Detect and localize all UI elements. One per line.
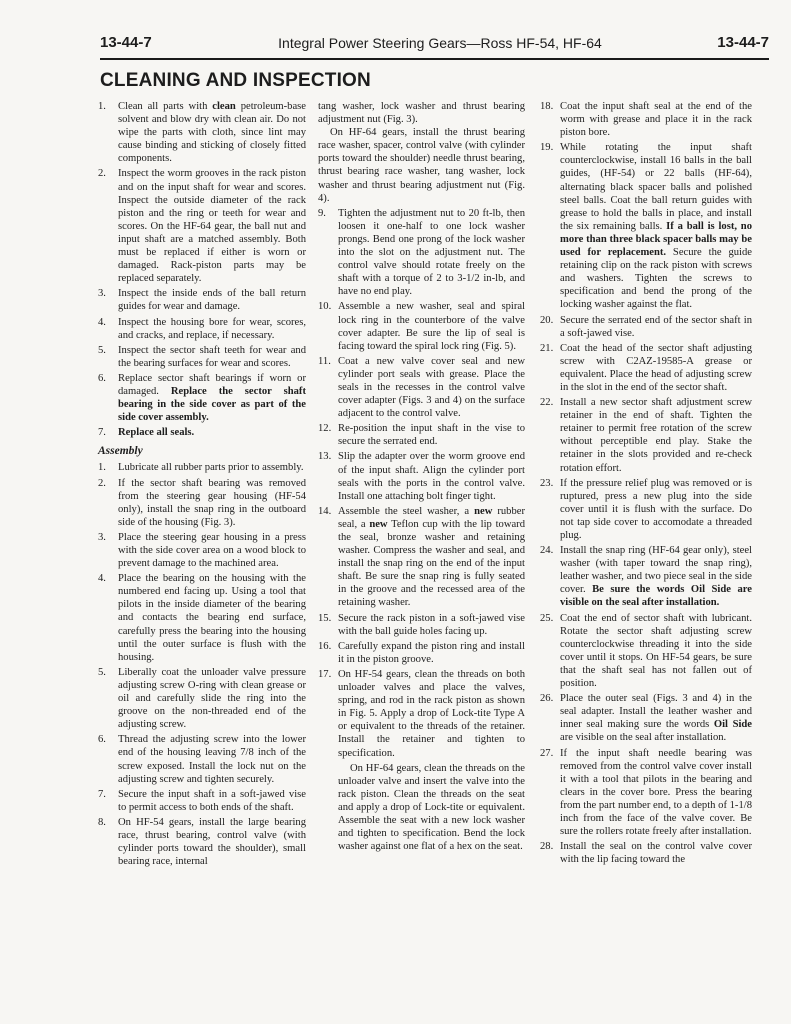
- list-item: [540, 314, 752, 340]
- step-number: 22.: [540, 397, 554, 409]
- list-item: [318, 355, 525, 420]
- step-text: rubber seal, a: [338, 505, 525, 530]
- list-item: [540, 544, 752, 609]
- page-number-right: 13-44-7: [717, 34, 769, 51]
- step-text: Coat the end of sector shaft with lubricant. Rotate the sector shaft adjusting screw counterclockwise threading it into the side cover until it stops. On HF-54 gears, be sure that the shaft seal has not fallen out of position.: [560, 612, 752, 690]
- step-number: 11.: [318, 355, 331, 367]
- step-number: 21.: [540, 342, 554, 354]
- step-number: 10.: [318, 301, 332, 313]
- assembly-steps-list: [98, 461, 306, 868]
- assembly-steps-list-cont-2: [540, 100, 752, 866]
- list-item: [318, 450, 525, 502]
- step-text: Clean all parts with: [118, 101, 213, 112]
- step-number: 8.: [98, 816, 106, 828]
- list-item: [98, 316, 306, 342]
- step-number: 20.: [540, 314, 554, 326]
- assembly-heading: Assembly: [98, 445, 143, 458]
- step-text: Secure the rack piston in a soft-jawed vise with the ball guide holes facing up.: [338, 612, 525, 637]
- step-text: Install the snap ring (HF-64 gear only), steel washer (with taper toward the snap ring), leather washer, and two piece seal in the side cover.: [560, 545, 752, 596]
- running-title: Integral Power Steering Gears—Ross HF-54, HF-64: [278, 35, 602, 51]
- step-number: 5.: [98, 344, 106, 356]
- step-text: If the sector shaft bearing was removed from the steering gear housing (HF-54 only), install the snap ring in the outboard side of the housing (Fig. 3).: [118, 477, 306, 528]
- step-number: 9.: [318, 207, 326, 219]
- step-text: Tighten the adjustment nut to 20 ft-lb, then loosen it one-half to one lock washer prongs. Bend one prong of the lock washer into the slot on the adjustment nut. The control valve should rotate freely on the shaft with a torque of 2 to 3-1/2 in-lb, and have no end play.: [338, 207, 525, 298]
- list-item: [318, 207, 525, 299]
- step-text-bold: Replace all seals.: [118, 427, 195, 439]
- step-number: 4.: [98, 316, 106, 328]
- step-text: If the input shaft needle bearing was removed from the control valve cover install it with a tool that pilots in the bearing and clears in the cover bore. Press the bearing from the part number end, to a depth of 1-1/8 inch from the face of the valve cover. Be sure the rollers rotate freely after installation.: [560, 747, 752, 838]
- step-number: 2.: [98, 168, 106, 180]
- step-number: 3.: [98, 288, 106, 300]
- column-1: [98, 100, 306, 870]
- step-text: Thread the adjusting screw into the lower end of the housing leaving 7/8 inch of the screw exposed. Install the lock nut on the adjusting screw and tighten securely.: [118, 734, 306, 785]
- step-number: 23.: [540, 477, 554, 489]
- list-item: [98, 733, 306, 785]
- list-item: [540, 747, 752, 839]
- list-item: [98, 788, 306, 814]
- assembly-steps-list-cont: [318, 207, 525, 760]
- step-number: 3.: [98, 531, 106, 543]
- step-17-hf64-paragraph: On HF-64 gears, clean the threads on the unloader valve and insert the valve into the rack piston. Clean the threads on the seat and apply a drop of Lock-tite or equivalent. Assemble the seat with a new lock washer and tighten to specification. Bend the lock washer against one flat of a hex on the seat.: [338, 762, 525, 853]
- step-text: Liberally coat the unloader valve pressure adjusting screw O-ring with clean grease or oil and carefully slide the ring into the groove on the non-threaded end of the adjusting screw.: [118, 666, 306, 731]
- step-number: 24.: [540, 545, 554, 557]
- step-text: Inspect the sector shaft teeth for wear and the bearing surfaces for wear and scores.: [118, 344, 306, 369]
- step-number: 25.: [540, 612, 554, 624]
- cleaning-steps-list: [98, 100, 306, 439]
- step-text: Assemble a new washer, seal and spiral lock ring in the counterbore of the valve cover adapter. Be sure the lip of seal is facing toward the spiral lock ring (Fig. 5).: [338, 301, 525, 352]
- step-text-bold: new: [474, 505, 493, 517]
- step-text: Inspect the housing bore for wear, scores, and cracks, and replace, if necessary.: [118, 316, 306, 341]
- step-text: Lubricate all rubber parts prior to assembly.: [118, 462, 304, 474]
- step-text-bold: If a ball is lost, no more than three black spacer balls may be used for replacement.: [560, 220, 752, 259]
- step-number: 13.: [318, 451, 332, 463]
- step-number: 16.: [318, 640, 332, 652]
- step-text: Install a new sector shaft adjustment screw retainer in the end of shaft. Tighten the retainer to permit free rotation of the screw without perceptible end play. Stake the retainer in the slots provided and re-check rotation effort.: [560, 397, 752, 474]
- step-text: Place the outer seal (Figs. 3 and 4) in the seal adapter. Install the leather washer and inner seal making sure the words: [560, 693, 752, 731]
- list-item: [98, 666, 306, 731]
- step-number: 1.: [98, 101, 106, 112]
- step-8-hf64-paragraph: On HF-64 gears, install the thrust bearing race washer, spacer, control valve (with cylinder ports toward the shoulder) needle thrust bearing, thrust bearing race washer, tang washer, lock washer and thrust bearing adjustment nut (Fig. 4).: [318, 127, 525, 204]
- step-text: Replace sector shaft bearings if worn or damaged.: [118, 372, 306, 397]
- list-item: [98, 344, 306, 370]
- step-text-bold: clean: [212, 101, 236, 112]
- list-item: [540, 141, 752, 311]
- step-text: Inspect the worm grooves in the rack piston and on the input shaft for wear and scores. Inspect the outside diameter of the rack piston and the ring or teeth for wear and scores. On the HF-64 gear, the ball nut and input shaft are a matched assembly. Both must be replaced if either is worn or damaged. Rack-piston parts may be replaced separately.: [118, 168, 306, 285]
- page-header: [100, 32, 769, 60]
- step-number: 7.: [98, 427, 106, 439]
- step-text: Install the seal on the control valve cover with the lip facing toward the: [560, 841, 752, 866]
- step-number: 15.: [318, 612, 332, 624]
- list-item: [98, 100, 306, 165]
- step-text: Carefully expand the piston ring and install it in the piston groove.: [338, 640, 525, 665]
- step-text: Slip the adapter over the worm groove end of the input shaft. Align the cylinder port seals with the ports in the control valve. Install one attaching bolt finger tight.: [338, 451, 525, 502]
- list-item: [540, 840, 752, 866]
- step-text: are visible on the seal after installation.: [560, 732, 727, 744]
- step-number: 6.: [98, 372, 106, 384]
- column-2: [318, 100, 525, 853]
- list-item: [98, 477, 306, 529]
- list-item: [98, 572, 306, 664]
- step-text: If the pressure relief plug was removed or is ruptured, press a new plug into the side cover until it is flush with the surface. Do not tap side cover to accomodate a threaded plug.: [560, 477, 752, 541]
- step-text: Re-position the input shaft in the vise to secure the serrated end.: [338, 423, 525, 448]
- step-text-bold: new: [369, 518, 388, 530]
- list-item: [98, 461, 306, 474]
- step-number: 17.: [318, 668, 332, 680]
- step-text: Teflon cup with the lip toward the seal, bronze washer and retaining washer. Compress the washer and seal, and install the snap ring on the end of the input shaft. Be sure the snap ring is fully seated in the groove and the recessed area of the retaining washer.: [338, 518, 525, 609]
- list-item: [98, 816, 306, 868]
- step-number: 26.: [540, 693, 554, 705]
- column-3: [540, 100, 752, 868]
- page-number-left: 13-44-7: [100, 34, 152, 51]
- step-text: On HF-54 gears, install the large bearing race, thrust bearing, control valve (with cylinder ports toward the shoulder), small bearing race, internal: [118, 816, 306, 868]
- step-text: Assemble the steel washer, a: [338, 505, 475, 517]
- list-item: [318, 640, 525, 666]
- list-item: [318, 668, 525, 760]
- step-8-continued: tang washer, lock washer and thrust bearing adjustment nut (Fig. 3).: [318, 101, 525, 126]
- list-item: [98, 287, 306, 313]
- section-title: CLEANING AND INSPECTION: [100, 70, 371, 91]
- list-item: [540, 342, 752, 394]
- step-number: 7.: [98, 788, 106, 800]
- step-text: On HF-54 gears, clean the threads on both unloader valves and place the valves, spring, and rod in the rack piston as shown in Fig. 5. Apply a drop of Lock-tite Type A or equivalent to the threads of the retainer. Install the retainer and tighten to specification.: [338, 668, 525, 759]
- step-text: Place the bearing on the housing with the numbered end facing up. Using a tool that pilots in the inside diameter of the bearing and contacts the bearing end surface, carefully press the bearing into the housing until the outer surface is flush with the housing.: [118, 573, 306, 663]
- step-text: Inspect the inside ends of the ball return guides for wear and damage.: [118, 288, 306, 313]
- list-item: [98, 372, 306, 424]
- step-number: 19.: [540, 142, 554, 154]
- step-number: 27.: [540, 747, 554, 759]
- step-number: 6.: [98, 734, 106, 746]
- list-item: [318, 505, 525, 610]
- list-item: [540, 612, 752, 691]
- list-item: [98, 167, 306, 285]
- step-number: 18.: [540, 101, 554, 112]
- step-number: 4.: [98, 573, 106, 585]
- step-number: 2.: [98, 477, 106, 489]
- list-item: [540, 100, 752, 139]
- step-text: petroleum-base solvent and blow dry with clean air. Do not wipe the parts with cloth, since lint may cause binding and sticking of closely fitted components.: [118, 101, 306, 165]
- step-text: Coat the head of the sector shaft adjusting screw with C2AZ-19585-A grease or equivalent. Place the head of adjusting screw in the slot in the end of the sector shaft.: [560, 342, 752, 393]
- step-text: Secure the input shaft in a soft-jawed vise to permit access to both ends of the shaft.: [118, 788, 306, 813]
- step-text-bold: Replace the sector shaft bearing in the side cover as part of the side cover assembly.: [118, 385, 306, 424]
- step-text-bold: Be sure the words Oil Side are visible on the seal after installation.: [560, 584, 752, 609]
- step-text: Coat the input shaft seal at the end of the worm with grease and place it in the rack piston bore.: [560, 101, 752, 139]
- step-number: 5.: [98, 666, 106, 678]
- list-item: [318, 300, 525, 352]
- list-item: [540, 692, 752, 744]
- list-item: [540, 477, 752, 542]
- step-text: While rotating the input shaft counterclockwise, install 16 balls in the ball guides, (HF-54) or 22 balls (HF-64), alternating black spacer balls and polished steel balls. Coat the ball return guides with grease to hold the balls in place, and install the six remaining balls.: [560, 142, 752, 232]
- step-number: 12.: [318, 423, 332, 435]
- list-item: [540, 396, 752, 475]
- list-item: [318, 612, 525, 638]
- list-item: [98, 531, 306, 570]
- step-text: Coat a new valve cover seal and new cylinder port seals with grease. Place the seals in the recesses in the control valve cover adapter (Figs. 3 and 4) on the surface adjacent to the control valve.: [338, 355, 525, 420]
- list-item: [318, 422, 525, 448]
- list-item: [98, 426, 306, 439]
- step-text: Place the steering gear housing in a press with the side cover area on a wood block to prevent damage to the machined area.: [118, 531, 306, 570]
- step-number: 14.: [318, 505, 332, 517]
- step-text-bold: Oil Side: [713, 719, 752, 731]
- step-text: Secure the serrated end of the sector shaft in a soft-jawed vise.: [560, 314, 752, 339]
- step-number: 1.: [98, 462, 106, 474]
- step-text: Secure the guide retaining clip on the rack piston with screws and washers. Tighten the screws to specification and bend the prong of the locking washer against the flat.: [560, 247, 752, 311]
- step-number: 28.: [540, 841, 554, 853]
